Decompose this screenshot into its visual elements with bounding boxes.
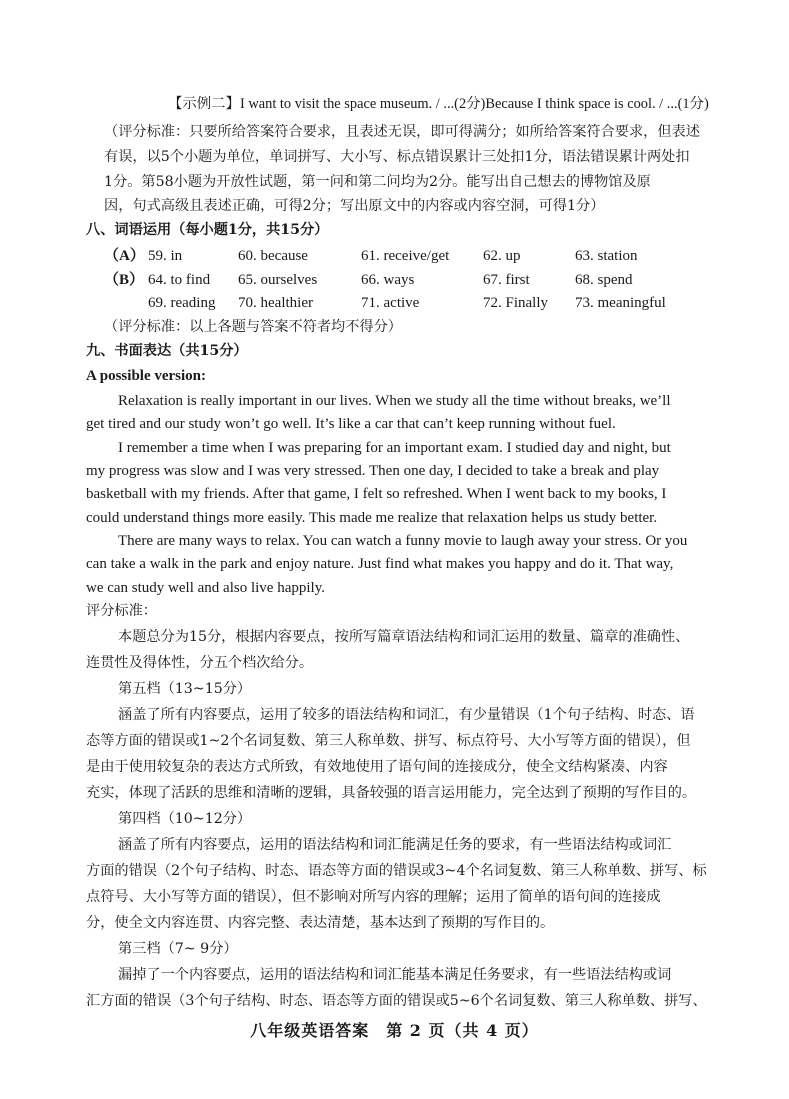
criteria-line: 因，句式高级且表述正确，可得2分；写出原文中的内容或内容空洞，可得1分） xyxy=(104,198,605,214)
essay-line: I remember a time when I was preparing for an important exam. I studied day and night, but xyxy=(118,440,671,456)
group-label-a: （A） xyxy=(104,248,145,264)
page-footer: 八年级英语答案 第 2 页（共 4 页） xyxy=(250,1021,539,1040)
version-title: A possible version: xyxy=(86,368,207,384)
answer-cell: 63. station xyxy=(575,248,638,264)
essay-line: my progress was slow and I was very stressed. Then one day, I decided to take a break and play xyxy=(86,463,660,479)
level-title: 第五档（13~15分） xyxy=(118,681,252,697)
answer-cell: 72. Finally xyxy=(483,295,549,311)
essay-line: could understand things more easily. This made me realize that relaxation helps us study better. xyxy=(86,510,658,526)
answer-cell: 71. active xyxy=(361,295,420,311)
level-line: 汇方面的错误（3个句子结构、时态、语态等方面的错误或5~6个名词复数、第三人称单数、拼写、 xyxy=(86,993,707,1009)
criteria-intro-line: 本题总分为15分，根据内容要点，按所写篇章语法结构和词汇运用的数量、篇章的准确性、 xyxy=(118,629,690,645)
essay-line: basketball with my friends. After that game, I felt so refreshed. When I went back to my books, I xyxy=(86,486,667,502)
answer-cell: 69. reading xyxy=(148,295,216,311)
answer-cell: 59. in xyxy=(148,248,183,264)
level-line: 涵盖了所有内容要点，运用的语法结构和词汇能满足任务的要求，有一些语法结构或词汇 xyxy=(118,837,672,853)
criteria-line: （评分标准：以上各题与答案不符者均不得分） xyxy=(104,319,402,335)
criteria-title: 评分标准： xyxy=(86,603,157,619)
example-two: 【示例二】I want to visit the space museum. / ...(2分)Because I think space is cool. / ...(1分) xyxy=(168,96,709,112)
answer-cell: 64. to find xyxy=(148,272,211,288)
answer-cell: 65. ourselves xyxy=(238,272,318,288)
level-title: 第三档（7~ 9分） xyxy=(118,941,238,957)
criteria-intro-line: 连贯性及得体性，分五个档次给分。 xyxy=(86,655,314,671)
level-line: 充实，体现了活跃的思维和清晰的逻辑，具备较强的语言运用能力，完全达到了预期的写作目的。 xyxy=(86,785,697,801)
essay-line: get tired and our study won’t go well. It’s like a car that can’t keep running without fuel. xyxy=(86,416,616,432)
level-line: 态等方面的错误或1~2个名词复数、第三人称单数、拼写、标点符号、大小写等方面的错误），但 xyxy=(86,733,691,749)
section-heading: 八、词语运用（每小题1分，共15分） xyxy=(86,222,329,238)
level-line: 分，使全文内容连贯、内容完整、表达清楚，基本达到了预期的写作目的。 xyxy=(86,915,555,931)
level-line: 点符号、大小写等方面的错误），但不影响对所写内容的理解；运用了简单的语句间的连接成 xyxy=(86,889,661,905)
answer-cell: 60. because xyxy=(238,248,308,264)
criteria-line: 有误，以5个小题为单位，单词拼写、大小写、标点错误累计三处扣1分，语法错误累计两处扣 xyxy=(104,149,690,165)
level-line: 涵盖了所有内容要点，运用了较多的语法结构和词汇，有少量错误（1个句子结构、时态、语 xyxy=(118,707,695,723)
answer-cell: 62. up xyxy=(483,248,521,264)
level-line: 方面的错误（2个句子结构、时态、语态等方面的错误或3~4个名词复数、第三人称单数、拼写、标 xyxy=(86,863,707,879)
essay-line: There are many ways to relax. You can watch a funny movie to laugh away your stress. Or you xyxy=(118,533,688,549)
answer-cell: 73. meaningful xyxy=(575,295,666,311)
answer-cell: 66. ways xyxy=(361,272,415,288)
criteria-line: 1分。第58小题为开放性试题，第一问和第二问均为2分。能写出自己想去的博物馆及原 xyxy=(104,174,651,190)
section-heading: 九、书面表达（共15分） xyxy=(86,343,248,359)
essay-line: Relaxation is really important in our lives. When we study all the time without breaks, we’ll xyxy=(118,393,671,409)
essay-line: can take a walk in the park and enjoy nature. Just find what makes you happy and do it. That way, xyxy=(86,556,674,572)
group-label-b: （B） xyxy=(104,272,145,288)
criteria-line: （评分标准：只要所给答案符合要求，且表述无误，即可得满分；如所给答案符合要求，但表述 xyxy=(104,124,700,140)
level-title: 第四档（10~12分） xyxy=(118,811,252,827)
answer-cell: 70. healthier xyxy=(238,295,313,311)
answer-cell: 68. spend xyxy=(575,272,633,288)
answer-cell: 61. receive/get xyxy=(361,248,450,264)
level-line: 是由于使用较复杂的表达方式所致，有效地使用了语句间的连接成分，使全文结构紧凑、内容 xyxy=(86,759,668,775)
essay-line: we can study well and also live happily. xyxy=(86,580,325,596)
level-line: 漏掉了一个内容要点，运用的语法结构和词汇能基本满足任务要求，有一些语法结构或词 xyxy=(118,967,672,983)
answer-cell: 67. first xyxy=(483,272,530,288)
